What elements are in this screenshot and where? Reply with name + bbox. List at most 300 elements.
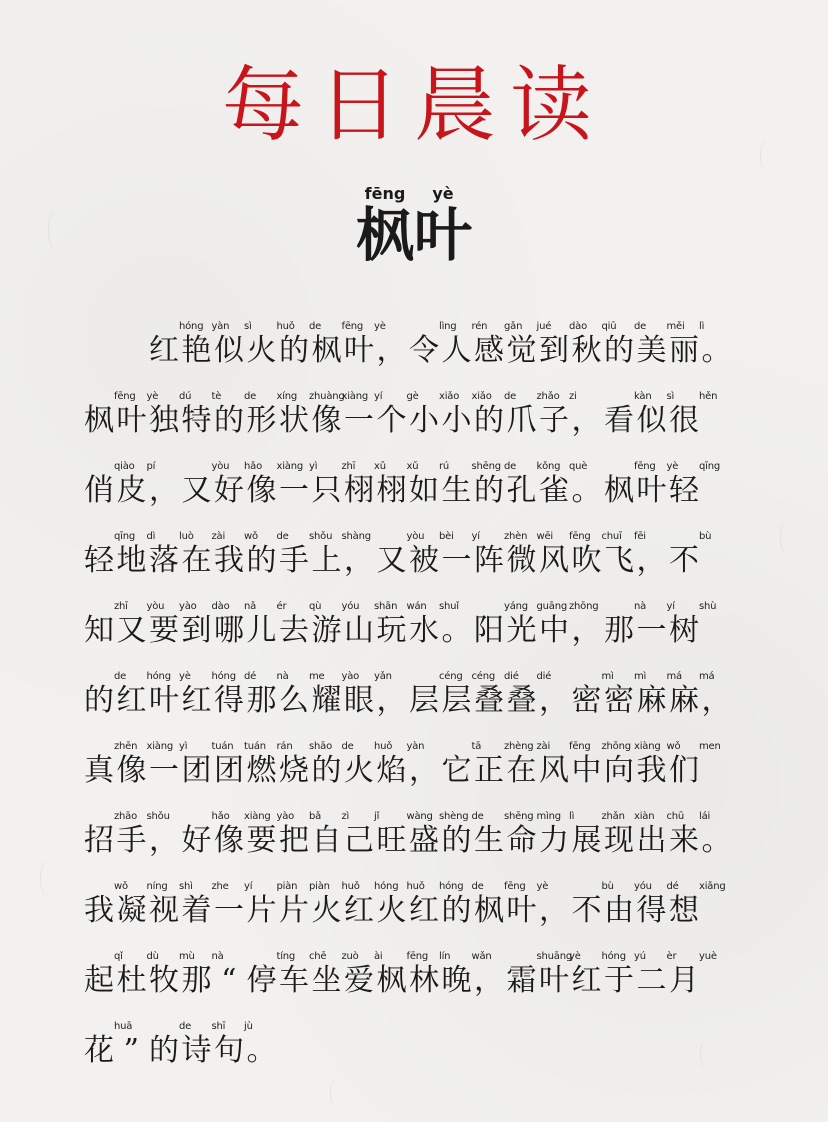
character: 手shǒu — [116, 811, 170, 858]
character: 诗shī — [181, 1021, 226, 1068]
pinyin: piàn — [309, 881, 330, 892]
pinyin: céng — [439, 671, 463, 682]
character: ， — [149, 461, 182, 510]
pinyin: yào — [179, 601, 197, 612]
character: 把bǎ — [279, 811, 322, 858]
pinyin: shēng — [471, 461, 501, 472]
character: 。 — [702, 811, 735, 860]
pinyin: hǎo — [211, 811, 230, 822]
pinyin: yú — [634, 951, 646, 962]
pinyin: luò — [179, 531, 194, 542]
pinyin: qīng — [114, 531, 136, 542]
character: 孔kǒng — [506, 461, 561, 508]
pinyin: shī — [211, 1021, 226, 1032]
character: 红hóng — [181, 671, 236, 718]
pinyin: lín — [439, 951, 451, 962]
character: 不bù — [571, 881, 614, 928]
character: ， — [149, 811, 182, 860]
character: 林lín — [409, 951, 451, 998]
character: 的de — [246, 531, 289, 578]
pinyin: lì — [699, 321, 705, 332]
character: 自zì — [311, 811, 350, 858]
character: 光guāng — [506, 601, 567, 648]
pinyin: lìng — [439, 321, 457, 332]
pinyin: wǎn — [471, 951, 492, 962]
pinyin: bù — [699, 531, 712, 542]
character: 句jù — [214, 1021, 253, 1068]
pinyin: huǒ — [374, 741, 393, 752]
character: 片piàn — [246, 881, 298, 928]
character: 似sì — [214, 321, 252, 368]
character: ， — [409, 741, 442, 790]
pinyin: gǎn — [504, 321, 523, 332]
character: 阵zhèn — [474, 531, 528, 578]
pinyin: dì — [146, 531, 156, 542]
character: 层céng — [409, 671, 463, 718]
title-character: 枫fēng — [355, 184, 414, 269]
pinyin: yè — [146, 391, 159, 402]
character: 么me — [279, 671, 325, 718]
character: ， — [474, 951, 507, 1000]
pinyin: tíng — [276, 951, 296, 962]
title-character: 叶yè — [414, 184, 473, 269]
character: ， — [572, 601, 605, 650]
character: 吹chuī — [571, 531, 622, 578]
pinyin: qīng — [699, 461, 721, 472]
character: 艳yàn — [181, 321, 230, 368]
character: 枫fēng — [604, 461, 656, 508]
pinyin: wán — [406, 601, 427, 612]
character: 片piàn — [279, 881, 330, 928]
character: 展zhǎn — [571, 811, 625, 858]
character: ， — [539, 881, 572, 930]
pinyin: hǎo — [244, 461, 262, 472]
pinyin: yào — [276, 811, 295, 822]
character: 一yì — [149, 741, 188, 788]
character: 命mìng — [506, 811, 561, 858]
character: 焰yàn — [376, 741, 425, 788]
character: 于yú — [604, 951, 646, 998]
character: 的de — [311, 741, 354, 788]
pinyin: tuán — [244, 741, 266, 752]
pinyin: sì — [666, 391, 675, 402]
character: 枫fēng — [474, 881, 526, 928]
character: 。 — [247, 1021, 280, 1070]
pinyin: yí — [374, 391, 383, 402]
pinyin: shāo — [309, 741, 332, 752]
character: 去qù — [279, 601, 322, 648]
character: 。 — [572, 461, 605, 510]
character: 我wǒ — [84, 881, 128, 928]
character: 地dì — [116, 531, 156, 578]
pinyin: yàn — [211, 321, 230, 332]
pinyin: shǒu — [146, 811, 170, 822]
pinyin: de — [179, 1021, 192, 1032]
character: 正zhèng — [474, 741, 534, 788]
pinyin: xiàng — [146, 741, 174, 752]
pinyin — [732, 321, 735, 332]
pinyin: de — [114, 671, 127, 682]
character: 叠dié — [506, 671, 552, 718]
character: 像xiàng — [311, 391, 369, 438]
pinyin: qù — [309, 601, 322, 612]
character: 山shān — [344, 601, 398, 648]
character: ， — [702, 671, 735, 720]
character: 麻má — [669, 671, 715, 718]
character: 似sì — [636, 391, 675, 438]
pinyin: mì — [634, 671, 647, 682]
pinyin: qǐ — [114, 951, 123, 962]
pinyin: yè — [414, 184, 472, 203]
pinyin: kǒng — [536, 461, 561, 472]
character: 己jǐ — [344, 811, 380, 858]
pinyin: zhōng — [601, 741, 631, 752]
pinyin: shì — [179, 881, 193, 892]
pinyin: nǎ — [244, 601, 257, 612]
pinyin: nà — [211, 951, 224, 962]
pinyin: zài — [536, 741, 551, 752]
pinyin: yòu — [406, 531, 425, 542]
pinyin: hóng — [601, 951, 626, 962]
pinyin: wǒ — [114, 881, 128, 892]
text-line — [84, 790, 764, 860]
character: 小xiǎo — [441, 391, 492, 438]
character: 在zài — [506, 741, 551, 788]
character: 霜shuāng — [506, 951, 572, 998]
pinyin: chuī — [601, 531, 622, 542]
character: 叶yè — [149, 671, 191, 718]
pinyin: yóu — [634, 881, 652, 892]
pinyin: de — [309, 321, 322, 332]
pinyin: tuán — [211, 741, 234, 752]
pinyin: zi — [569, 391, 577, 402]
character: 手shǒu — [279, 531, 333, 578]
pinyin: yè — [374, 321, 386, 332]
character: 一yí — [636, 601, 675, 648]
pinyin: wǒ — [244, 531, 258, 542]
character: 的de — [474, 461, 517, 508]
character: 力lì — [539, 811, 575, 858]
character: 皮pí — [116, 461, 156, 508]
character: 我wǒ — [636, 741, 681, 788]
character: 被bèi — [409, 531, 454, 578]
character: 出chū — [636, 811, 685, 858]
pinyin: men — [699, 741, 721, 752]
pinyin: zì — [341, 811, 350, 822]
character: 又yòu — [181, 461, 230, 508]
pinyin: de — [471, 881, 484, 892]
pinyin: jǐ — [374, 811, 380, 822]
pinyin: rán — [276, 741, 293, 752]
character: 雀què — [539, 461, 588, 508]
character: 看kàn — [604, 391, 652, 438]
character: 哪nǎ — [214, 601, 257, 648]
character: 生shēng — [474, 811, 534, 858]
pinyin: èr — [666, 951, 677, 962]
pinyin: de — [471, 811, 484, 822]
pinyin: piàn — [276, 881, 298, 892]
character: 那nà — [246, 671, 289, 718]
pinyin: bèi — [439, 531, 454, 542]
text-line — [84, 440, 764, 510]
character: 特tè — [181, 391, 222, 438]
pinyin: dié — [504, 671, 519, 682]
character: 麻má — [636, 671, 682, 718]
character: 那nà — [181, 951, 224, 998]
pinyin: mì — [601, 671, 614, 682]
pinyin: wàng — [406, 811, 433, 822]
character: 盛shèng — [409, 811, 469, 858]
pinyin: fēi — [634, 531, 646, 542]
character: 烧shāo — [279, 741, 332, 788]
pinyin: shǒu — [309, 531, 333, 542]
pinyin: de — [504, 391, 517, 402]
character: 一yí — [214, 881, 253, 928]
character: 得dé — [636, 881, 679, 928]
pinyin: yì — [309, 461, 318, 472]
pinyin: dié — [536, 671, 552, 682]
character: 们men — [669, 741, 721, 788]
character: 得dé — [214, 671, 257, 718]
character: 只zhī — [311, 461, 356, 508]
character: 红hóng — [344, 881, 399, 928]
character: 的de — [84, 671, 127, 718]
character: ， — [344, 531, 377, 580]
character: 俏qiào — [84, 461, 135, 508]
pinyin: má — [699, 671, 715, 682]
pinyin: níng — [146, 881, 168, 892]
pinyin: xiàng — [276, 461, 304, 472]
pinyin: chē — [309, 951, 327, 962]
pinyin: yáng — [504, 601, 528, 612]
pinyin: fēng — [114, 391, 136, 402]
pinyin: yí — [244, 881, 253, 892]
pinyin: hóng — [211, 671, 236, 682]
character: 独dú — [149, 391, 192, 438]
character: 团tuán — [181, 741, 234, 788]
character: 火huǒ — [344, 741, 393, 788]
character: 叶yè — [506, 881, 549, 928]
pinyin: fēng — [406, 951, 429, 962]
character: 要yào — [246, 811, 295, 858]
text-line — [84, 300, 764, 370]
character: 枫fēng — [311, 321, 364, 368]
pinyin: chū — [666, 811, 685, 822]
character: 人rén — [441, 321, 488, 368]
character: 中zhōng — [571, 741, 631, 788]
character: 由yóu — [604, 881, 652, 928]
pinyin: yè — [536, 881, 549, 892]
pinyin: shèng — [439, 811, 469, 822]
character: 美měi — [636, 321, 685, 368]
pinyin: nà — [276, 671, 289, 682]
character: 旺wàng — [376, 811, 433, 858]
character: 月yuè — [669, 951, 717, 998]
character: 栩xǔ — [376, 461, 419, 508]
pinyin: xiàn — [634, 811, 655, 822]
character: 秋qiū — [571, 321, 617, 368]
character: ， — [637, 531, 670, 580]
character: 牧mù — [149, 951, 195, 998]
character: 坐zuò — [311, 951, 359, 998]
pinyin — [732, 671, 735, 682]
pinyin: huǒ — [341, 881, 360, 892]
character: 二èr — [636, 951, 677, 998]
pinyin: xiǎo — [471, 391, 492, 402]
pinyin: céng — [471, 671, 496, 682]
character: 落luò — [149, 531, 194, 578]
character: 眼yǎn — [344, 671, 392, 718]
character: 阳yáng — [474, 601, 528, 648]
character: 像xiàng — [214, 811, 271, 858]
character: 个gè — [376, 391, 419, 438]
pinyin: bǎ — [309, 811, 322, 822]
character: 的de — [149, 1021, 192, 1068]
pinyin — [236, 951, 239, 962]
character: 飞fēi — [604, 531, 646, 578]
pinyin: ài — [374, 951, 383, 962]
text-line — [84, 720, 764, 790]
character: 又yòu — [116, 601, 165, 648]
character: 红hóng — [571, 951, 626, 998]
pinyin: lì — [569, 811, 575, 822]
character: 叠dié — [474, 671, 519, 718]
pinyin: yàn — [406, 741, 425, 752]
pinyin: fēng — [355, 184, 414, 203]
character: 燃rán — [246, 741, 293, 788]
character: ， — [377, 671, 410, 720]
pinyin: hěn — [699, 391, 718, 402]
pinyin: sì — [244, 321, 252, 332]
pinyin: huǒ — [406, 881, 425, 892]
pinyin: jù — [244, 1021, 253, 1032]
pinyin: dú — [179, 391, 192, 402]
pinyin: shān — [374, 601, 398, 612]
pinyin: yè — [179, 671, 191, 682]
character: ， — [572, 391, 605, 440]
character: 风fēng — [539, 741, 591, 788]
character: 觉jué — [506, 321, 552, 368]
pinyin: jué — [536, 321, 552, 332]
character: 游yóu — [311, 601, 360, 648]
pinyin: fēng — [569, 531, 591, 542]
character: 爱ài — [344, 951, 383, 998]
pinyin: shù — [699, 601, 717, 612]
character: 密mì — [604, 671, 647, 718]
pinyin: yì — [179, 741, 188, 752]
pinyin: zhī — [341, 461, 356, 472]
character: 一yí — [441, 531, 480, 578]
pinyin: de — [504, 461, 517, 472]
pinyin: nà — [634, 601, 647, 612]
character: 好hǎo — [214, 461, 262, 508]
pinyin: shàng — [341, 531, 371, 542]
pinyin: rén — [471, 321, 488, 332]
character: 叶yè — [344, 321, 386, 368]
pinyin: yòu — [211, 461, 230, 472]
character: 的de — [441, 811, 484, 858]
character: 微wēi — [506, 531, 554, 578]
character: 我wǒ — [214, 531, 258, 578]
pinyin: dé — [666, 881, 679, 892]
character: 杜dù — [116, 951, 159, 998]
character: 花huā — [84, 1021, 133, 1068]
pinyin: má — [666, 671, 682, 682]
character: 轻qīng — [669, 461, 721, 508]
pinyin: yuè — [699, 951, 717, 962]
character: 。 — [702, 321, 735, 370]
pinyin: fēng — [634, 461, 656, 472]
character: 。 — [442, 601, 475, 650]
pinyin: hóng — [179, 321, 204, 332]
character: 轻qīng — [84, 531, 136, 578]
character: 耀yào — [311, 671, 360, 718]
pinyin: de — [634, 321, 647, 332]
pinyin: bù — [601, 881, 614, 892]
pinyin: xǔ — [406, 461, 419, 472]
character: 风fēng — [539, 531, 591, 578]
pinyin: yòu — [146, 601, 165, 612]
pinyin: kàn — [634, 391, 652, 402]
pinyin: fēng — [569, 741, 591, 752]
character: “ — [214, 951, 247, 1000]
pinyin: zhāo — [114, 811, 138, 822]
character: 像xiàng — [116, 741, 174, 788]
pinyin: yào — [341, 671, 360, 682]
paper-fiber — [330, 1080, 341, 1106]
text-line — [84, 930, 764, 1000]
character: 红hóng — [116, 671, 171, 718]
pinyin: me — [309, 671, 325, 682]
pinyin: zhuàng — [309, 391, 345, 402]
character: 红hóng — [409, 881, 464, 928]
pinyin — [732, 811, 735, 822]
pinyin: de — [276, 531, 289, 542]
character: 晚wǎn — [441, 951, 492, 998]
poem-title — [0, 186, 828, 272]
character: 到dào — [181, 601, 230, 648]
pinyin: de — [341, 741, 354, 752]
text-line — [84, 580, 764, 650]
character: 到dào — [539, 321, 587, 368]
character: 丽lì — [669, 321, 705, 368]
pinyin: dào — [211, 601, 230, 612]
pinyin: pí — [146, 461, 156, 472]
character: 不bù — [669, 531, 712, 578]
character: 小xiǎo — [409, 391, 460, 438]
character: 密mì — [571, 671, 614, 718]
pinyin: mù — [179, 951, 195, 962]
character: 叶yè — [636, 461, 679, 508]
pinyin: tā — [471, 741, 482, 752]
pinyin: xiàng — [634, 741, 661, 752]
pinyin: rú — [439, 461, 450, 472]
character: 枫fēng — [84, 391, 136, 438]
pinyin: fēng — [504, 881, 526, 892]
pinyin: yóu — [341, 601, 360, 612]
character: 火huǒ — [246, 321, 295, 368]
character: 叶yè — [539, 951, 581, 998]
pinyin: xiǎng — [699, 881, 726, 892]
pinyin: hóng — [439, 881, 464, 892]
text-line — [84, 370, 764, 440]
pinyin: lái — [699, 811, 711, 822]
pinyin: zhèn — [504, 531, 528, 542]
pinyin: zhe — [211, 881, 229, 892]
character: 又yòu — [376, 531, 425, 578]
character: 儿ér — [246, 601, 287, 648]
character: 的de — [214, 391, 257, 438]
